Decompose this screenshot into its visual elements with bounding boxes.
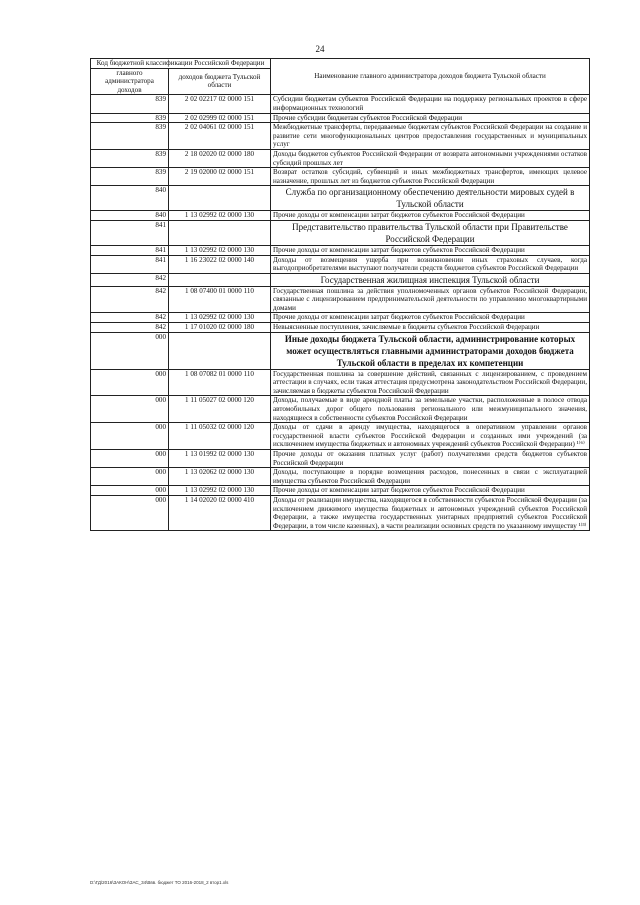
admin-code-cell: 000 [91,423,169,450]
income-name-cell: Прочие доходы от компенсации затрат бюджетов субъектов Российской Федерации [271,486,590,496]
income-name-cell: Прочие доходы от оказания платных услуг (работ) получателями средств бюджетов субъектов Российской Федерации [271,450,590,468]
table-row [91,168,590,186]
income-name-cell: Межбюджетные трансферты, передаваемые бюджетам субъектов Российской Федерации на создание и развитие сети многофункциональных центров предоставления государственных и муниципальных услуг [271,123,590,150]
admin-code-cell: 000 [91,369,169,396]
admin-code-cell: 840 [91,211,169,221]
file-path-footer: D:\ГД\2016\ЗАКОН\ЗАС_34\Ввв. бюджет ТО 2016-2018_2 втор1.xls [90,880,229,885]
table-row [91,468,590,486]
table-row [91,396,590,423]
income-code-cell: 1 11 05032 02 0000 120 [169,423,271,450]
table-row [91,245,590,255]
section-heading-cell: Иные доходы бюджета Тульской области, администрирование которых может осуществляться главными администраторами доходов бюджета Тульской области в пределах их компетенции [271,332,590,369]
income-code-cell: 1 13 01992 02 0000 130 [169,450,271,468]
table-row [91,95,590,113]
admin-code-cell: 841 [91,220,169,245]
income-code-cell: 1 13 02992 02 0000 130 [169,486,271,496]
page-number: 24 [315,44,325,54]
income-name-cell: Прочие доходы от компенсации затрат бюджетов субъектов Российской Федерации [271,211,590,221]
income-name-cell: Доходы, получаемые в виде арендной платы за земельные участки, расположенные в полосе отвода автомобильных дорог общего пользования регионального или межмуниципального значения, находящиеся в собственности субъектов Российской Федерации [271,396,590,423]
income-code-cell: 1 08 07082 01 0000 110 [169,369,271,396]
admin-code-cell: 839 [91,123,169,150]
income-code-cell: 1 11 05027 02 0000 120 [169,396,271,423]
income-code-cell: 1 13 02062 02 0000 130 [169,468,271,486]
admin-code-cell: 000 [91,468,169,486]
income-name-cell: Доходы от сдачи в аренду имущества, находящегося в оперативном управлении органов государственной власти субъектов Российской Федерации и созданных ими учреждений (за исключением имущества бюджетных и автономных учреждений субъектов Российской Федерации) ¹⁾⁶⁾ [271,423,590,450]
table-row [91,332,590,369]
income-code-cell: 1 17 01020 02 0000 180 [169,323,271,333]
table-row [91,450,590,468]
income-name-cell: Субсидии бюджетам субъектов Российской Федерации на поддержку региональных проектов в сфере информационных технологий [271,95,590,113]
name-column-header: Наименование главного администратора доходов бюджета Тульской области [271,59,590,95]
table-row [91,255,590,273]
admin-code-cell: 840 [91,186,169,211]
income-code-cell: 1 16 23022 02 0000 140 [169,255,271,273]
admin-code-cell: 000 [91,332,169,369]
income-code-cell: 1 13 02992 02 0000 130 [169,211,271,221]
section-heading-cell: Служба по организационному обеспечению деятельности мировых судей в Тульской области [271,186,590,211]
income-code-cell: 2 02 02999 02 0000 151 [169,113,271,123]
income-code-cell: 1 13 02992 02 0000 130 [169,245,271,255]
income-name-cell: Возврат остатков субсидий, субвенций и иных межбюджетных трансфертов, имеющих целевое назначение, прошлых лет из бюджетов субъектов Российской Федерации [271,168,590,186]
table-row [91,273,590,286]
table-row [91,220,590,245]
admin-code-cell: 842 [91,323,169,333]
income-code-cell: 1 08 07400 01 0000 110 [169,286,271,313]
admin-code-cell: 842 [91,313,169,323]
admin-code-cell: 839 [91,168,169,186]
income-admin-table [90,58,590,531]
income-code-cell [169,273,271,286]
admin-code-cell: 000 [91,495,169,530]
income-name-cell: Прочие доходы от компенсации затрат бюджетов субъектов Российской Федерации [271,313,590,323]
code-group-header: Код бюджетной классификации Российской Федерации [91,59,271,69]
admin-code-cell: 000 [91,486,169,496]
admin-column-header: главного администратора доходов [91,68,169,95]
admin-code-cell: 839 [91,149,169,167]
income-code-cell: 2 19 02000 02 0000 151 [169,168,271,186]
table-row [91,323,590,333]
table-row [91,113,590,123]
income-name-cell: Доходы от возмещения ущерба при возникновении иных страховых случаев, когда выгодоприобретателями выступают получатели средств бюджетов субъектов Российской Федерации [271,255,590,273]
income-code-cell: 1 13 02992 02 0000 130 [169,313,271,323]
table-row [91,423,590,450]
income-name-cell: Государственная пошлина за действия уполномоченных органов субъектов Российской Федерации, связанные с лицензированием предпринимательской деятельности по управлению многоквартирными домами [271,286,590,313]
table-body [91,95,590,531]
admin-code-cell: 839 [91,113,169,123]
admin-code-cell: 841 [91,255,169,273]
income-name-cell: Доходы, поступающие в порядке возмещения расходов, понесенных в связи с эксплуатацией имущества субъектов Российской Федерации [271,468,590,486]
admin-code-cell: 000 [91,396,169,423]
income-name-cell: Доходы от реализации имущества, находящегося в собственности субъектов Российской Федерации (за исключением движимого имущества бюджетных и автономных учреждений субъектов Российской Федерации, а также имущества государственных унитарных предприятий субъектов Российской Федерации, в том числе казенных), в части реализации основных средств по указанному имуществу ¹⁾³⁾ [271,495,590,530]
table-row [91,313,590,323]
income-name-cell: Доходы бюджетов субъектов Российской Федерации от возврата автономными учреждениями остатков субсидий прошлых лет [271,149,590,167]
income-code-cell: 2 02 04061 02 0000 151 [169,123,271,150]
income-code-cell [169,332,271,369]
income-code-cell: 2 02 02217 02 0000 151 [169,95,271,113]
section-heading-cell: Представительство правительства Тульской области при Правительстве Российской Федерации [271,220,590,245]
income-name-cell: Прочие доходы от компенсации затрат бюджетов субъектов Российской Федерации [271,245,590,255]
section-heading-cell: Государственная жилищная инспекция Тульской области [271,273,590,286]
table-row [91,186,590,211]
admin-code-cell: 842 [91,286,169,313]
income-code-cell: 1 14 02020 02 0000 410 [169,495,271,530]
table-row [91,286,590,313]
table-row [91,211,590,221]
admin-code-cell: 000 [91,450,169,468]
income-code-cell [169,186,271,211]
table-row [91,495,590,530]
admin-code-cell: 841 [91,245,169,255]
income-name-cell: Прочие субсидии бюджетам субъектов Российской Федерации [271,113,590,123]
income-code-cell: 2 18 02020 02 0000 180 [169,149,271,167]
table-row [91,123,590,150]
table-row [91,369,590,396]
income-column-header: доходов бюджета Тульской области [169,68,271,95]
income-code-cell [169,220,271,245]
admin-code-cell: 839 [91,95,169,113]
admin-code-cell: 842 [91,273,169,286]
income-name-cell: Государственная пошлина за совершение действий, связанных с лицензированием, с проведением аттестации в случаях, если такая аттестация предусмотрена законодательством Российской Федерации, зачисляемая в бюджеты субъектов Российской Федерации [271,369,590,396]
table-row [91,149,590,167]
table-row [91,486,590,496]
income-name-cell: Невыясненные поступления, зачисляемые в бюджеты субъектов Российской Федерации [271,323,590,333]
